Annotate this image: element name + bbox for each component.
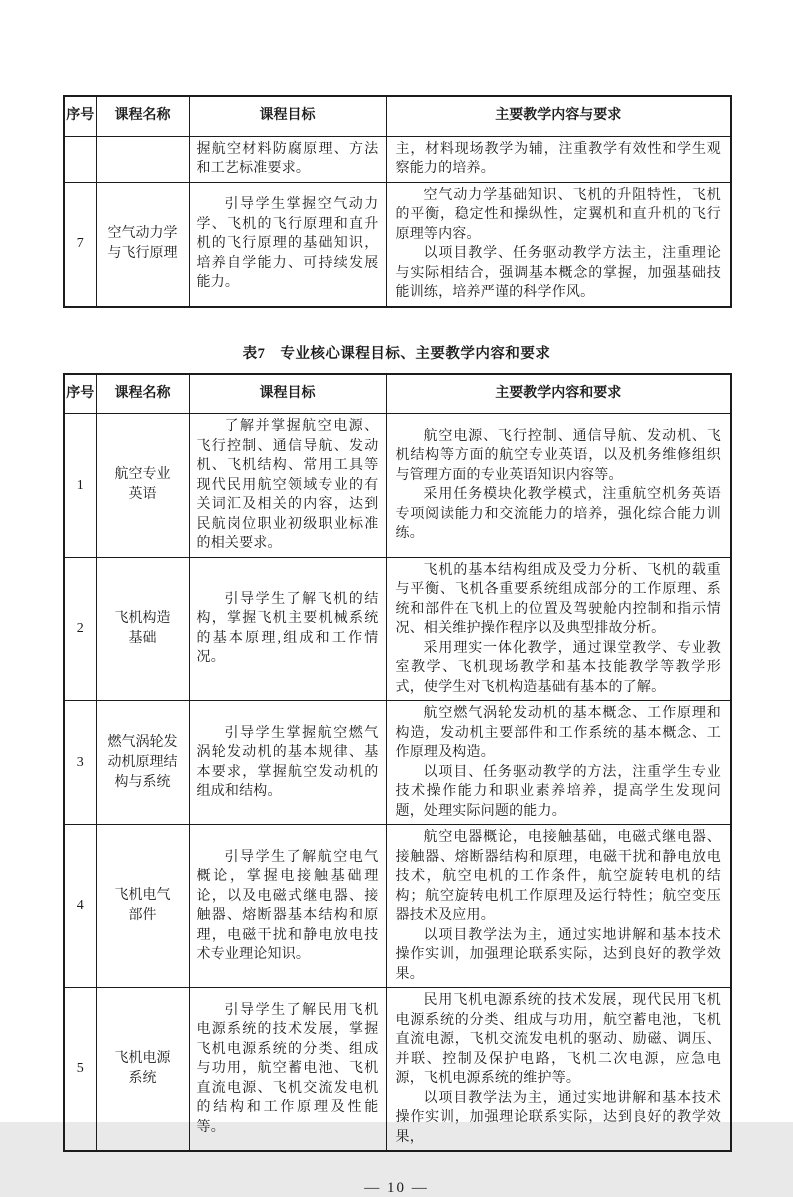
cell-num: 4 <box>64 825 96 988</box>
cell-content <box>386 414 731 558</box>
column-header-course-name: 课程名称 <box>96 374 189 414</box>
cell-num: 7 <box>64 182 96 307</box>
cell-course-name <box>96 414 189 558</box>
column-header-num: 序号 <box>64 96 96 136</box>
cell-goal <box>189 988 386 1152</box>
column-header-content: 主要教学内容与要求 <box>386 96 731 136</box>
goal-paragraph: 引导学生掌握航空燃气涡轮发动机的基本规律、基本要求，掌握航空发动机的组成和结构。 <box>196 725 379 799</box>
cell-goal <box>189 414 386 558</box>
table-row <box>64 136 731 182</box>
goal-paragraph: 引导学生了解飞机的结构，掌握飞机主要机械系统的基本原理,组成和工作情况。 <box>196 591 379 666</box>
table-header-row <box>64 96 731 136</box>
goal-paragraph: 了解并掌握航空电源、飞行控制、通信导航、发动机、飞机结构、常用工具等现代民用航空领域专业的有关词汇及相关的内容，达到民航岗位职业初级职业标准的相关要求。 <box>196 419 379 551</box>
table-7-title: 表7 专业核心课程目标、主要教学内容和要求 <box>242 345 551 362</box>
goal-paragraph: 引导学生了解民用飞机电源系统的技术发展，掌握飞机电源系统的分类、组成与功用，航空蓄电池、飞机直流电源、飞机交流发电机的结构和工作原理及性能等。 <box>196 1002 379 1135</box>
goal-paragraph: 引导学生掌握空气动力学、飞机的飞行原理和直升机的飞行原理的基础知识，培养自学能力、可持续发展能力。 <box>196 197 379 291</box>
content-paragraph: 以项目教学法为主，通过实地讲解和基本技术操作实训，加强理论联系实际，达到良好的教学效果。 <box>395 927 721 982</box>
content-paragraph: 主，材料现场教学为辅，注重教学有效性和学生观察能力的培养。 <box>395 141 721 176</box>
course-name-line: 航空专业 <box>114 467 171 483</box>
cell-num: 2 <box>64 557 96 701</box>
cell-num: 3 <box>64 701 96 825</box>
cell-content <box>386 701 731 825</box>
cell-goal <box>189 825 386 988</box>
table-row <box>64 988 731 1152</box>
content-paragraph: 飞机的基本结构组成及受力分析、飞机的载重与平衡、飞机各重要系统组成部分的工作原理、系统和部件在飞机上的位置及驾驶舱内控制和指示情况、相关维护操作程序以及典型排故分析。 <box>395 562 721 636</box>
content-paragraph: 航空燃气涡轮发动机的基本概念、工作原理和构造，发动机主要部件和工作系统的基本概念、工作原理及构造。 <box>395 706 721 760</box>
cell-course-name <box>96 557 189 701</box>
table-previous-page <box>63 95 732 308</box>
course-name-line: 飞机构造 <box>114 610 171 626</box>
table-row <box>64 825 731 988</box>
cell-goal <box>189 136 386 182</box>
course-name-line: 空气动力学 <box>107 226 178 241</box>
cell-content <box>386 182 731 307</box>
column-header-course-name: 课程名称 <box>96 96 189 136</box>
cell-goal <box>189 557 386 701</box>
course-name-line: 飞机电气 <box>114 888 171 903</box>
cell-course-name <box>96 182 189 307</box>
cell-content <box>386 557 731 701</box>
cell-course-name <box>96 136 189 182</box>
cell-goal <box>189 182 386 307</box>
page-number: — 10 — <box>364 1180 429 1196</box>
table-row <box>64 182 731 307</box>
column-header-goal: 课程目标 <box>189 374 386 414</box>
table-row <box>64 414 731 558</box>
content-paragraph: 采用理实一体化教学，通过课堂教学、专业教室教学、飞机现场教学和基本技能教学等教学形式，使学生对飞机构造基础有基本的了解。 <box>395 640 721 695</box>
table-row <box>64 557 731 701</box>
cell-course-name <box>96 701 189 825</box>
cell-course-name <box>96 988 189 1152</box>
course-name-line: 部件 <box>128 908 157 923</box>
cell-content <box>386 988 731 1152</box>
course-name-line: 燃气涡轮发 <box>107 734 178 750</box>
column-header-num: 序号 <box>64 374 96 414</box>
course-name-line: 构与系统 <box>114 774 171 790</box>
content-paragraph: 以项目教学法为主，通过实地讲解和基本技术操作实训，加强理论联系实际，达到良好的教学效果， <box>395 1090 721 1145</box>
course-name-line: 基础 <box>128 630 157 646</box>
content-paragraph: 以项目、任务驱动教学的方法，注重学生专业技术操作能力和职业素养培养，提高学生发现问题，处理实际问题的能力。 <box>395 764 721 819</box>
table-row <box>64 701 731 825</box>
course-name-line: 英语 <box>128 487 157 503</box>
content-paragraph: 以项目教学、任务驱动教学方法主，注重理论与实际相结合，强调基本概念的掌握，加强基础技能训练，培养严谨的科学作风。 <box>395 246 721 300</box>
course-name-line: 与飞行原理 <box>107 246 178 261</box>
cell-num: 5 <box>64 988 96 1152</box>
course-name-line: 系统 <box>128 1071 157 1086</box>
column-header-content: 主要教学内容和要求 <box>386 374 731 414</box>
cell-course-name <box>96 825 189 988</box>
cell-content <box>386 825 731 988</box>
goal-paragraph: 握航空材料防腐原理、方法和工艺标准要求。 <box>196 141 379 176</box>
table-7 <box>63 373 732 1153</box>
content-paragraph: 航空电源、飞行控制、通信导航、发动机、飞机结构等方面的航空专业英语，以及机务维修组织与管理方面的专业英语知识内容等。 <box>395 428 721 483</box>
column-header-goal: 课程目标 <box>189 96 386 136</box>
content-paragraph: 采用任务模块化教学模式，注重航空机务英语专项阅读能力和交流能力的培养，强化综合能力训练。 <box>395 487 721 542</box>
course-name-line: 动机原理结 <box>107 754 178 770</box>
cell-num <box>64 136 96 182</box>
course-name-line: 飞机电源 <box>114 1051 171 1066</box>
cell-num: 1 <box>64 414 96 558</box>
cell-goal <box>189 701 386 825</box>
content-paragraph: 航空电器概论，电接触基础，电磁式继电器、接触器、熔断器结构和原理，电磁干扰和静电放电技术，航空电机的工作条件，航空旋转电机的结构；航空旋转电机工作原理及运行特性；航空变压器技术及应用。 <box>395 830 721 923</box>
content-paragraph: 空气动力学基础知识、飞机的升阻特性，飞机的平衡，稳定性和操纵性，定翼机和直升机的飞行原理等内容。 <box>395 187 721 242</box>
cell-content <box>386 136 731 182</box>
content-paragraph: 民用飞机电源系统的技术发展，现代民用飞机电源系统的分类、组成与功用，航空蓄电池，飞机直流电源，飞机交流发电机的驱动、励磁、调压、并联、控制及保护电路，飞机二次电源，应急电源，飞机电源系统的维护等。 <box>395 993 721 1086</box>
goal-paragraph: 引导学生了解航空电气概论，掌握电接触基础理论，以及电磁式继电器、接触器、熔断器基本结构和原理，电磁干扰和静电放电技术专业理论知识。 <box>196 849 379 962</box>
table-header-row <box>64 374 731 414</box>
